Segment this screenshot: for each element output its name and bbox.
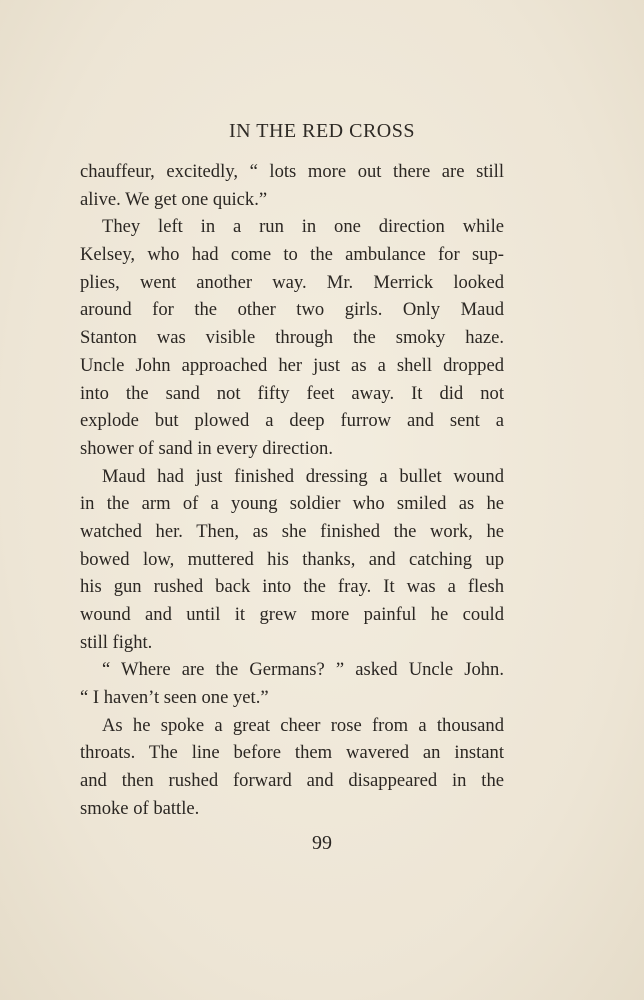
text-line: Maud had just finished dressing a bullet wound [102, 465, 504, 487]
text-line: Uncle John approached her just as a shell dropped [80, 354, 504, 376]
text-line: in the arm of a young soldier who smiled as he [80, 493, 504, 515]
running-head-title: IN THE RED CROSS [229, 120, 415, 142]
text-line: still fight. [80, 631, 153, 653]
text-line: watched her. Then, as she finished the work, he [80, 520, 504, 542]
text-line: “ I haven’t seen one yet.” [80, 687, 269, 709]
text-line: Stanton was visible through the smoky haze. [80, 327, 504, 349]
text-line: smoke of battle. [80, 797, 200, 819]
text-line: “ Where are the Germans? ” asked Uncle John. [102, 659, 504, 681]
text-line: As he spoke a great cheer rose from a thousand [102, 714, 504, 736]
text-line: They left in a run in one direction while [102, 216, 504, 238]
text-line: shower of sand in every direction. [80, 437, 334, 459]
text-line: into the sand not fifty feet away. It did not [80, 382, 504, 404]
text-line: his gun rushed back into the fray. It was a flesh [80, 576, 504, 598]
body-text [80, 158, 504, 823]
page-number: 99 [312, 832, 332, 854]
text-line: plies, went another way. Mr. Merrick looked [80, 271, 504, 293]
text-line: Kelsey, who had come to the ambulance for sup- [80, 244, 504, 266]
text-line: and then rushed forward and disappeared in the [80, 770, 504, 792]
text-line: explode but plowed a deep furrow and sent a [80, 410, 504, 432]
text-line: around for the other two girls. Only Maud [80, 299, 504, 321]
text-line: alive. We get one quick.” [80, 188, 268, 210]
text-line: wound and until it grew more painful he could [80, 604, 504, 625]
text-line: bowed low, muttered his thanks, and catching up [80, 548, 504, 570]
text-line: chauffeur, excitedly, “ lots more out there are still [80, 161, 504, 182]
text-line: throats. The line before them wavered an instant [80, 742, 504, 764]
